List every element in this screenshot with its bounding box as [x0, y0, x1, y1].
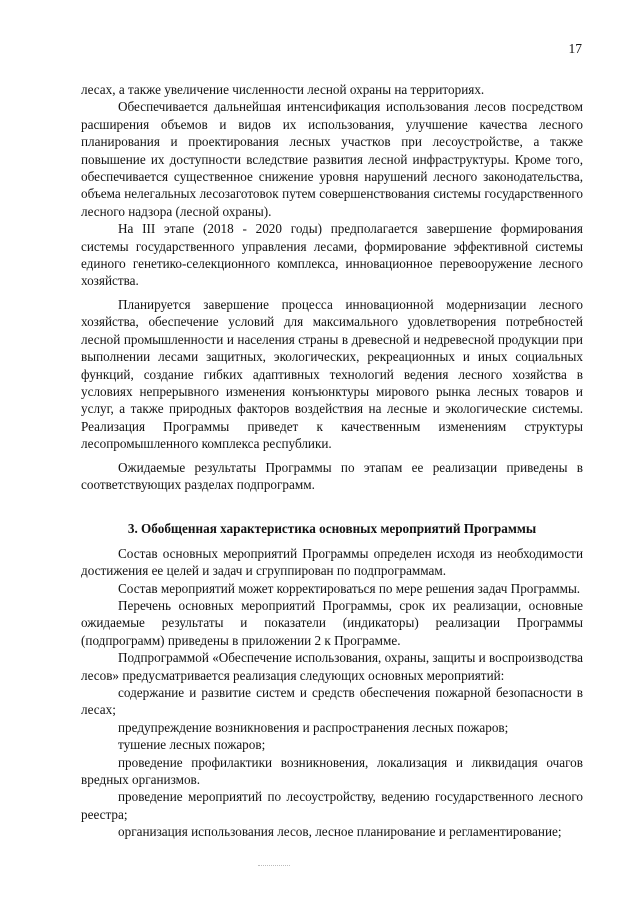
list-item: проведение профилактики возникновения, локализация и ликвидация очагов вредных организмов. — [81, 754, 583, 788]
page-number: 17 — [568, 41, 582, 56]
document-body — [81, 81, 583, 841]
paragraph: Обеспечивается дальнейшая интенсификация использования лесов посредством расширения объемов и видов их использования, улучшение качества лесного планирования и проектирования лесных участков при лесоустройстве, а также повышение их доступности вследствие развития лесной инфраструктуры. Кроме того, обеспечивается существенное снижение уровня нарушений лесного законодательства, объема нелегальных лесозаготовок путем совершенствования системы государственного лесного надзора (лесной охраны). — [81, 99, 583, 219]
paragraph: Состав мероприятий может корректироваться по мере решения задач Программы. — [118, 580, 581, 596]
paragraph: Планируется завершение процесса инновационной модернизации лесного хозяйства, обеспечение условий для максимального удовлетворения потребностей лесной промышленности и населения страны в древесной и недревесной продукции при выполнении лесами защитных, экологических, рекреационных и иных социальных функций, создание гибких адаптивных технологий ведения лесного хозяйства в условиях непрерывного изменения конъюнктуры мирового рынка лесных товаров и услуг, а также природных факторов воздействия на лесные и экологические системы. Реализация Программы приведет к качественным изменениям структуры лесопромышленного комплекса республики. — [81, 296, 583, 452]
paragraph: Подпрограммой «Обеспечение использования, охраны, защиты и воспроизводства лесов» предусматривается реализация следующих основных мероприятий: — [81, 650, 583, 683]
list-item: проведение мероприятий по лесоустройству, ведению государственного лесного реестра; — [81, 789, 583, 822]
list-item: организация использования лесов, лесное планирование и регламентирование; — [118, 824, 562, 840]
list-item: предупреждение возникновения и распространения лесных пожаров; — [118, 719, 509, 735]
paragraph: На III этапе (2018 - 2020 годы) предполагается завершение формирования системы государственного управления лесами, формирование эффективной системы единого генетико-селекционного комплекса, инновационное перевооружение лесного хозяйства. — [81, 221, 583, 289]
paragraph: Состав основных мероприятий Программы определен исходя из необходимости достижения ее целей и задач и сгруппирован по подпрограммам. — [81, 545, 583, 579]
scan-mark — [258, 865, 290, 866]
paragraph: Перечень основных мероприятий Программы, срок их реализации, основные ожидаемые результаты и показатели (индикаторы) реализации Программы (подпрограмм) приведены в приложении 2 к Программе. — [81, 597, 583, 648]
list-item: содержание и развитие систем и средств обеспечения пожарной безопасности в лесах; — [81, 685, 583, 718]
paragraph: Ожидаемые результаты Программы по этапам ее реализации приведены в соответствующих разделах подпрограмм. — [81, 459, 583, 492]
list-item: тушение лесных пожаров; — [118, 737, 266, 753]
section-heading: 3. Обобщенная характеристика основных мероприятий Программы — [127, 521, 537, 537]
paragraph: лесах, а также увеличение численности лесной охраны на территориях. — [81, 82, 485, 97]
